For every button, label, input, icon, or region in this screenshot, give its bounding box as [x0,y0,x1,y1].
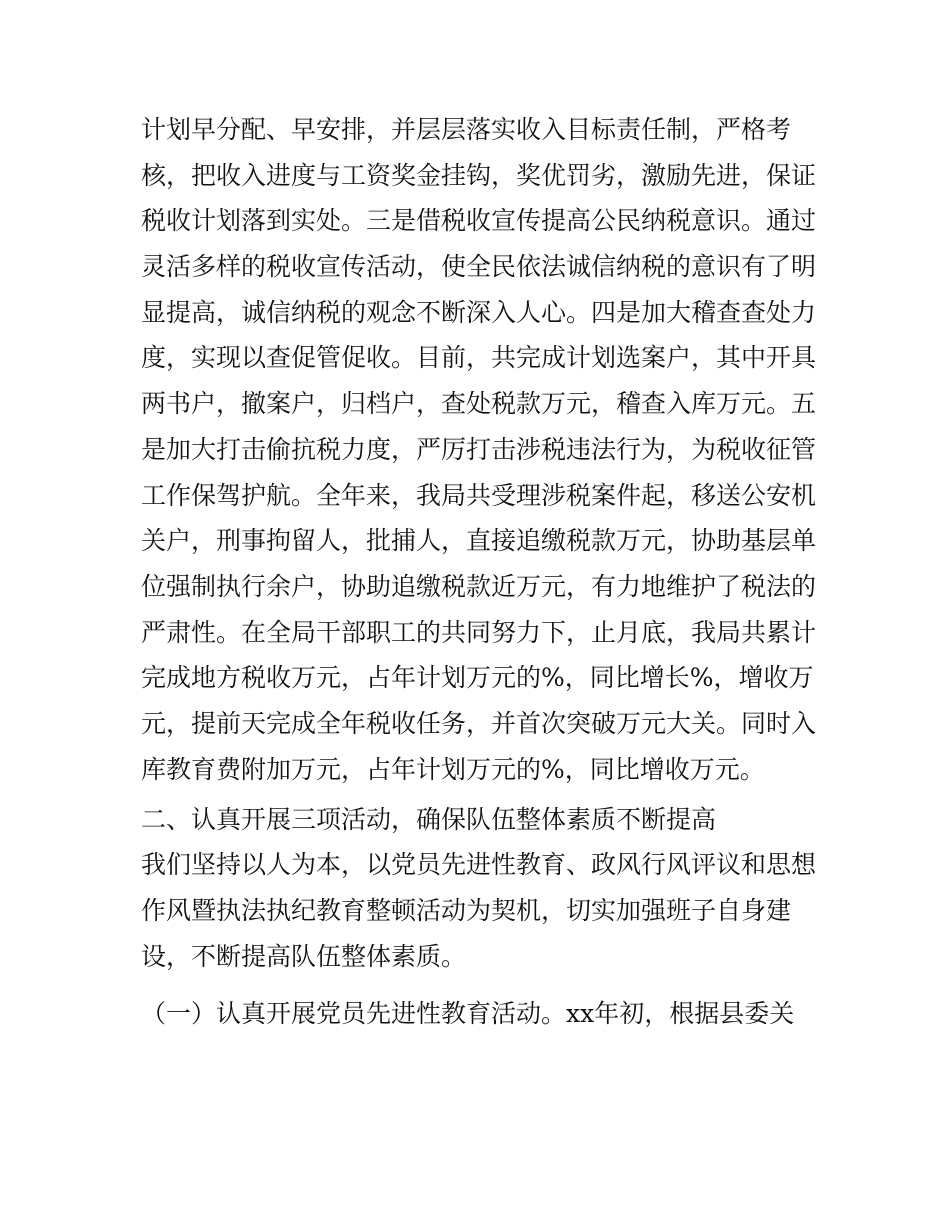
body-line: 核，把收入进度与工资奖金挂钩，奖优罚劣，激励先进，保证 [141,160,817,190]
body-line: 计划早分配、早安排，并层层落实收入目标责任制，严格考 [141,115,792,144]
body-line: 关户，刑事拘留人，批捕人，直接追缴税款万元，协助基层单 [141,526,817,556]
body-line: 灵活多样的税收宣传活动，使全民依法诚信纳税的意识有了明 [141,252,817,282]
body-line: 设，不断提高队伍整体素质。 [141,941,467,971]
body-line: 严肃性。在全局干部职工的共同努力下，止月底，我局共累计 [141,617,817,647]
body-line: 是加大打击偷抗税力度，严厉打击涉税违法行为，为税收征管 [141,434,817,464]
body-line: 完成地方税收万元，占年计划万元的%，同比增长%，增收万 [141,663,814,693]
subsection-heading: （一）认真开展党员先进性教育活动。xx年初，根据县委关 [141,998,795,1028]
body-line: 作风暨执法执纪教育整顿活动为契机，切实加强班子自身建 [141,896,792,925]
body-line: 位强制执行余户，协助追缴税款近万元，有力地维护了税法的 [141,571,817,601]
body-line: 工作保驾护航。全年来，我局共受理涉税案件起，移送公安机 [141,480,817,510]
body-line: 度，实现以查促管促收。目前，共完成计划选案户，其中开具 [141,343,817,373]
body-line: 显提高，诚信纳税的观念不断深入人心。四是加大稽查查处力 [141,297,817,327]
body-line: 库教育费附加万元，占年计划万元的%，同比增收万元。 [141,754,765,784]
body-line: 两书户，撤案户，归档户，查处税款万元，稽查入库万元。五 [141,389,817,419]
body-line: 我们坚持以人为本，以党员先进性教育、政风行风评议和思想 [141,850,817,880]
document-body [141,107,821,1036]
body-line: 税收计划落到实处。三是借税收宣传提高公民纳税意识。通过 [141,206,817,236]
body-line: 元，提前天完成全年税收任务，并首次突破万元大关。同时入 [141,708,817,738]
section-heading: 二、认真开展三项活动，确保队伍整体素质不断提高 [141,804,717,834]
